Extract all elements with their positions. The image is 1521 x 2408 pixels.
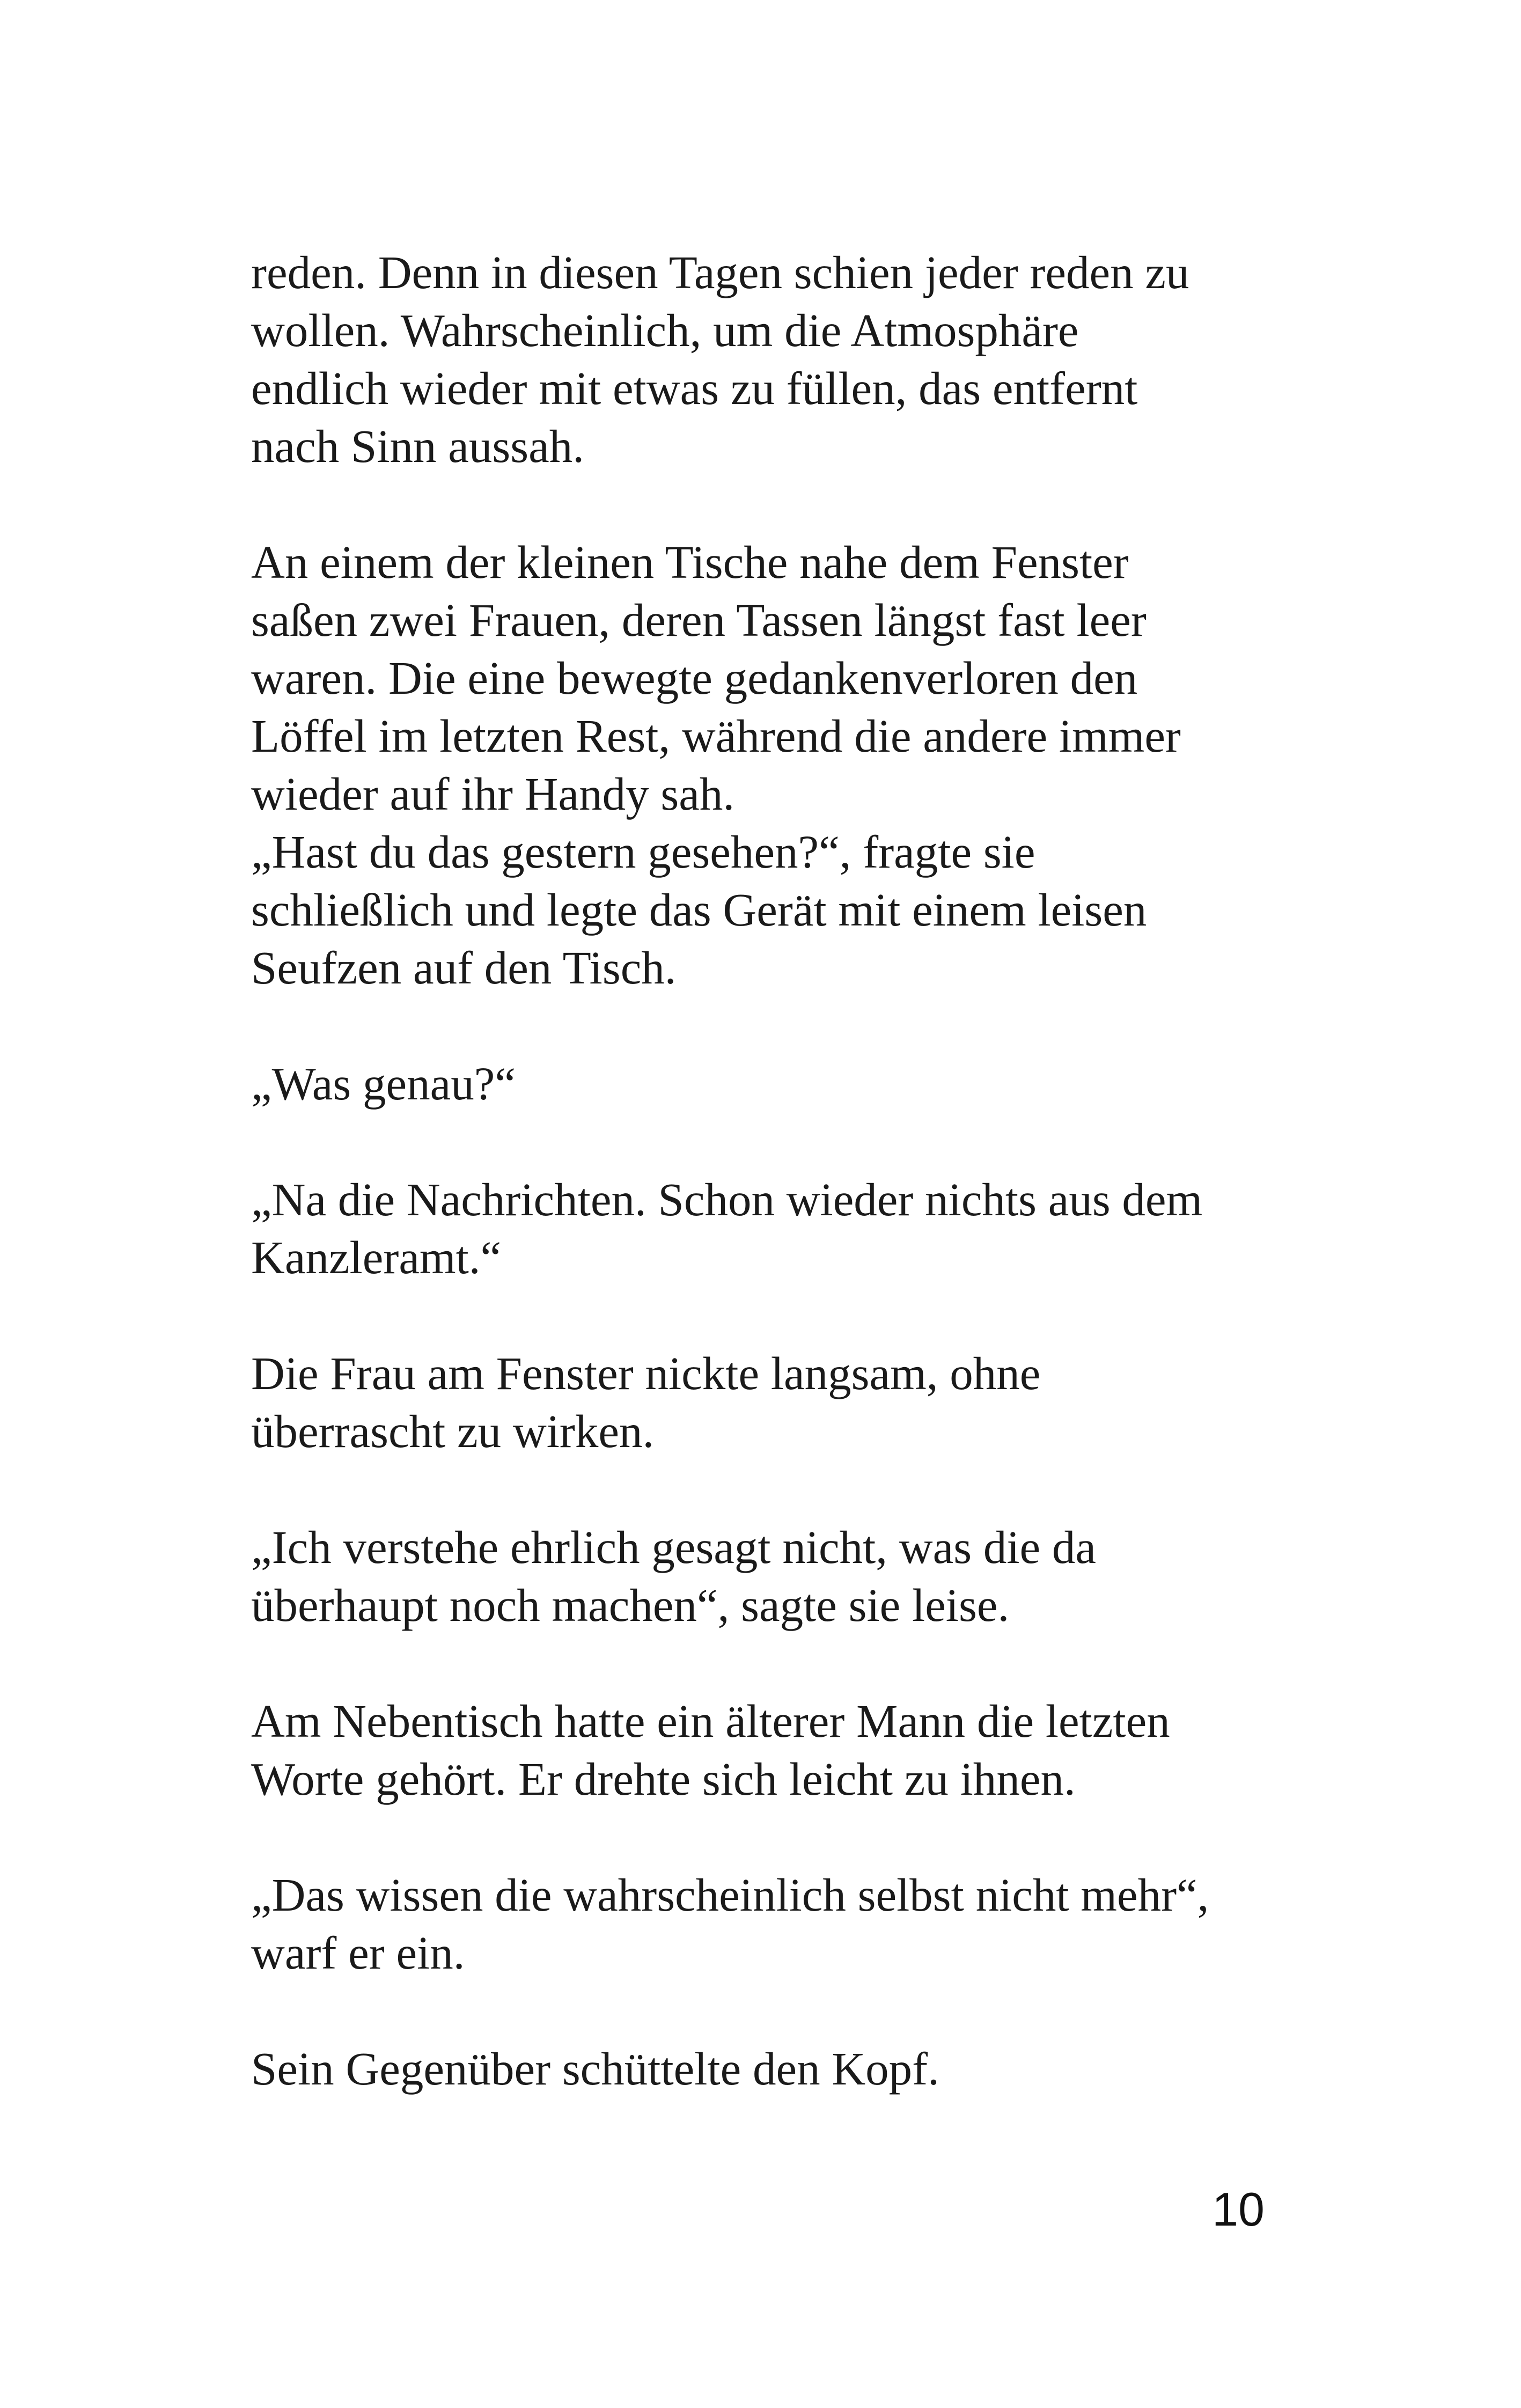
text-line: Seufzen auf den Tisch. [251,942,677,994]
paragraph [251,1692,1303,1808]
text-line: „Na die Nachrichten. Schon wieder nichts aus dem [251,1173,1203,1225]
text-line: Die Frau am Fenster nickte langsam, ohne [251,1347,1041,1399]
page-number: 10 [1212,2183,1265,2236]
paragraph [251,533,1303,997]
text-line: Am Nebentisch hatte ein älterer Mann die letzten [251,1695,1170,1747]
text-line: Löffel im letzten Rest, während die andere immer [251,710,1181,762]
text-line: reden. Denn in diesen Tagen schien jeder reden zu [251,246,1189,298]
paragraph [251,1866,1303,1982]
text-line: wieder auf ihr Handy sah. [251,768,735,820]
paragraph [251,1518,1303,1634]
text-line: Sein Gegenüber schüttelte den Kopf. [251,2043,939,2095]
text-line: „Das wissen die wahrscheinlich selbst nicht mehr“, [251,1869,1209,1921]
text-line: „Hast du das gestern gesehen?“, fragte sie [251,826,1035,878]
text-line: waren. Die eine bewegte gedankenverloren den [251,652,1138,704]
text-line: An einem der kleinen Tische nahe dem Fenster [251,536,1129,588]
text-line: „Ich verstehe ehrlich gesagt nicht, was die da [251,1521,1097,1573]
text-line: nach Sinn aussah. [251,420,584,472]
paragraph [251,1055,1303,1113]
paragraph [251,1345,1303,1460]
text-line: Kanzleramt.“ [251,1231,502,1283]
text-line: „Was genau?“ [251,1058,516,1110]
text-line: schließlich und legte das Gerät mit einem leisen [251,884,1147,936]
paragraph [251,2040,1303,2098]
text-line: Worte gehört. Er drehte sich leicht zu ihnen. [251,1753,1076,1805]
body-text [251,244,1303,2098]
paragraph [251,244,1303,475]
paragraph [251,1171,1303,1287]
text-line: überrascht zu wirken. [251,1405,655,1457]
text-line: warf er ein. [251,1927,465,1979]
text-line: endlich wieder mit etwas zu füllen, das entfernt [251,362,1138,414]
text-line: überhaupt noch machen“, sagte sie leise. [251,1579,1010,1631]
text-line: wollen. Wahrscheinlich, um die Atmosphäre [251,304,1079,356]
text-line: saßen zwei Frauen, deren Tassen längst fast leer [251,594,1147,646]
